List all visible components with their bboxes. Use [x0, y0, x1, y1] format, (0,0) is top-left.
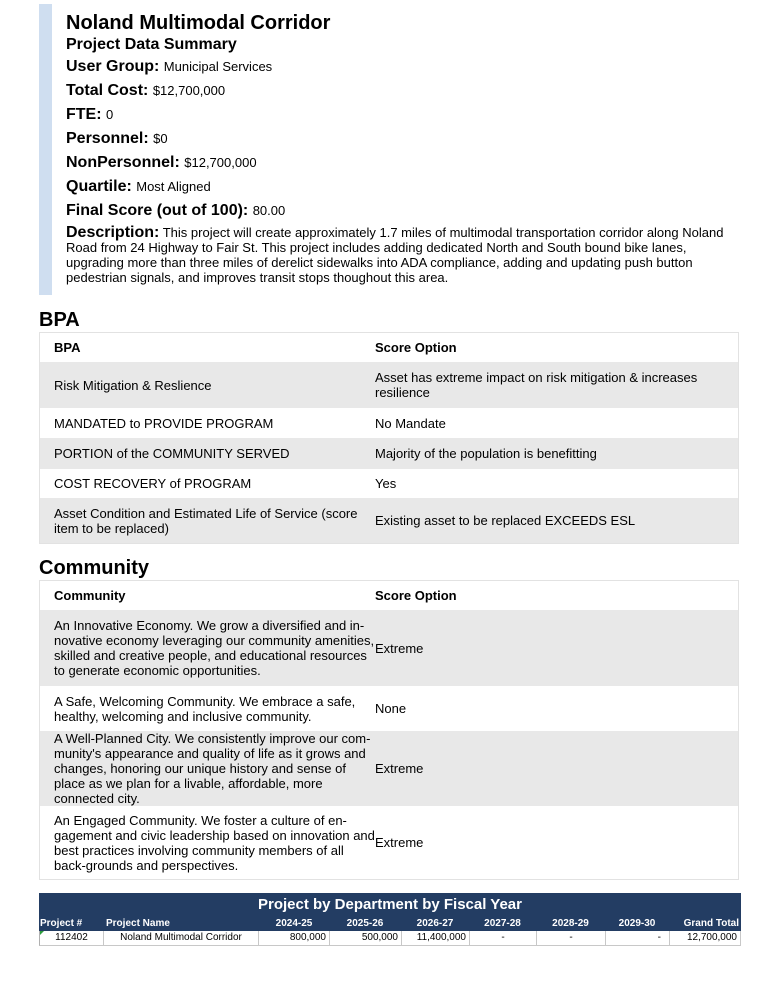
field-value: Municipal Services: [163, 59, 273, 74]
description: [66, 225, 736, 285]
final-score-field: [66, 199, 736, 223]
summary-subtitle: Project Data Summary: [66, 36, 237, 53]
table-row: [40, 610, 738, 686]
field-value: $12,700,000: [184, 155, 257, 170]
cell-2024-25: 800,000: [259, 931, 330, 945]
field-label: User Group:: [66, 58, 160, 75]
header-score-option: Score Option: [375, 588, 457, 603]
cell-2025-26: 500,000: [330, 931, 402, 945]
header-bpa: BPA: [54, 340, 81, 355]
col-2026-27: 2026-27: [416, 918, 454, 929]
row-option: Extreme: [375, 835, 424, 850]
row-criterion: COST RECOVERY of PROGRAM: [54, 476, 252, 491]
col-2025-26: 2025-26: [346, 918, 384, 929]
project-title: Noland Multimodal Corridor: [66, 12, 331, 34]
col-2027-28: 2027-28: [484, 918, 521, 929]
header-score-option: Score Option: [375, 340, 457, 355]
table-header: [40, 581, 738, 610]
bpa-table: [39, 332, 739, 544]
field-label: Final Score (out of 100):: [66, 202, 249, 219]
cell-project-name: Noland Multimodal Corridor: [104, 931, 259, 945]
community-section-title: Community: [39, 557, 149, 579]
field-value: $0: [153, 131, 168, 146]
table-header: [40, 333, 738, 362]
row-criterion: Asset Condition and Estimated Life of Service (score item to be replaced): [54, 505, 358, 536]
row-option: Asset has extreme impact on risk mitigation & increases resilience: [375, 370, 698, 400]
table-row: [40, 731, 738, 806]
table-row: [39, 931, 741, 946]
col-grand-total: Grand Total: [683, 918, 739, 929]
field-value: $12,700,000: [152, 83, 226, 98]
table-row: [40, 806, 738, 879]
fiscal-table-title: Project by Department by Fiscal Year: [257, 896, 522, 913]
row-option: No Mandate: [375, 415, 446, 431]
personnel-field: [66, 127, 736, 151]
fte-field: [66, 103, 736, 127]
table-row: [40, 498, 738, 543]
field-label: Quartile:: [66, 178, 132, 195]
field-value: 80.00: [252, 203, 286, 218]
table-row: [40, 408, 738, 438]
row-criterion: A Safe, Welcoming Community. We embrace a safe, healthy, welcoming and inclusive community.: [54, 693, 356, 724]
field-label: NonPersonnel:: [66, 154, 180, 171]
row-option: Yes: [375, 476, 397, 491]
row-option: Extreme: [375, 640, 424, 656]
col-2024-25: 2024-25: [275, 918, 313, 929]
col-2028-29: 2028-29: [552, 918, 589, 929]
field-label: FTE:: [66, 106, 102, 123]
row-option: Extreme: [375, 761, 424, 776]
quartile-field: [66, 175, 736, 199]
field-value: Most Aligned: [136, 179, 211, 194]
col-project-name: Project Name: [106, 918, 170, 929]
field-label: Total Cost:: [66, 82, 149, 99]
row-criterion: Risk Mitigation & Reslience: [54, 377, 212, 393]
cell-grand-total: 12,700,000: [670, 931, 741, 945]
user-group-field: [66, 55, 736, 79]
row-option: Majority of the population is benefitting: [375, 446, 597, 461]
row-criterion: MANDATED to PROVIDE PROGRAM: [54, 415, 274, 431]
table-row: [40, 362, 738, 408]
community-table: [39, 580, 739, 880]
description-label: Description:: [66, 224, 160, 241]
fiscal-year-table: [39, 893, 741, 946]
nonpersonnel-field: [66, 151, 736, 175]
cell-2026-27: 11,400,000: [402, 931, 470, 945]
cell-project-number: 112402: [40, 931, 104, 945]
row-criterion: An Innovative Economy. We grow a diversified and in-novative economy leveraging our community amenities, skilled and creative people, and educational resources to generate economic opportunities.: [54, 618, 375, 678]
summary-accent-bar: [39, 4, 52, 295]
row-criterion: An Engaged Community. We foster a culture of en-gagement and civic leadership based on innovation and best practices involving community members of all back-grounds and perspectives.: [54, 812, 375, 873]
cell-2027-28: -: [470, 931, 537, 945]
col-project-number: Project #: [40, 918, 83, 929]
row-criterion: A Well-Planned City. We consistently improve our com-munity's appearance and quality of life as it grows and changes, honoring our unique history and sense of place as we plan for a livable, affordable, more connected city.: [54, 731, 371, 806]
bpa-section-title: BPA: [39, 309, 80, 331]
cell-2028-29: -: [537, 931, 606, 945]
table-row: [40, 469, 738, 498]
table-row: [40, 686, 738, 731]
cell-2029-30: -: [606, 931, 670, 945]
fiscal-table-header: [39, 893, 741, 931]
total-cost-field: [66, 79, 736, 103]
project-summary: [39, 4, 739, 295]
col-2029-30: 2029-30: [618, 918, 656, 929]
description-text: This project will create approximately 1.7 miles of multimodal transportation corridor along Noland Road from 24 Highway to Fair St. This project includes adding dedicated North and South bound bike lanes, upgrading more than three miles of derelict sidewalks into ADA compliance, adding and updating push button pedestrian signals, and improves transit stops thoughout this area.: [66, 225, 724, 285]
header-community: Community: [54, 588, 126, 603]
field-value: 0: [106, 107, 114, 122]
row-option: Existing asset to be replaced EXCEEDS ESL: [375, 513, 636, 528]
row-criterion: PORTION of the COMMUNITY SERVED: [54, 446, 290, 461]
table-row: [40, 438, 738, 469]
row-option: None: [375, 701, 407, 716]
field-label: Personnel:: [66, 130, 149, 147]
